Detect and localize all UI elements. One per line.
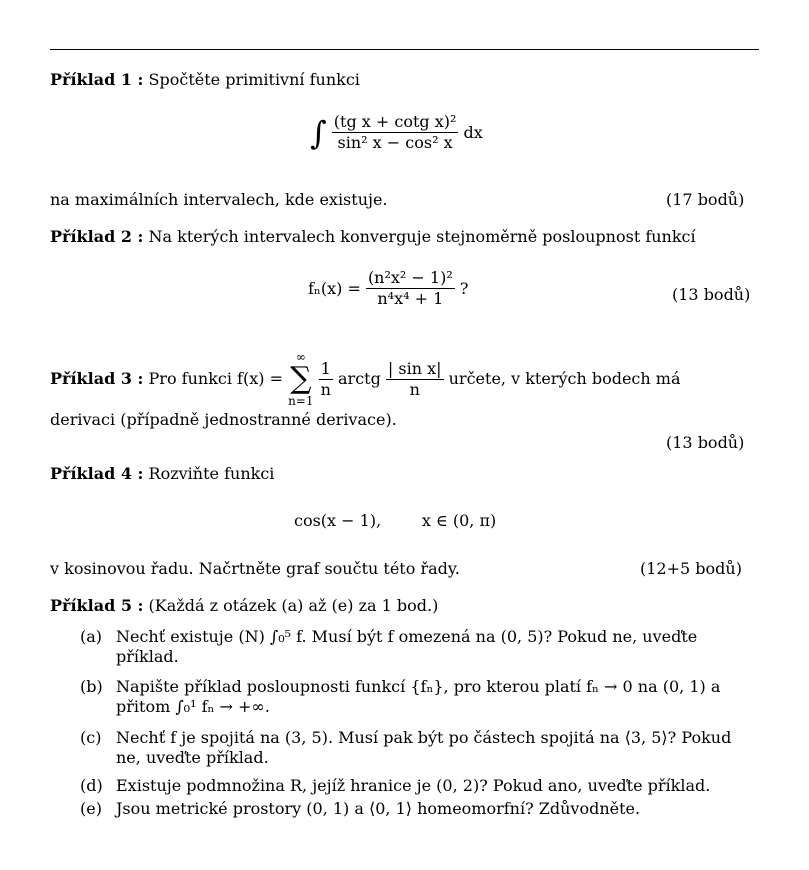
- problem-5-item-b: [80, 677, 760, 719]
- problem-4-after: v kosinovou řadu. Načrtněte graf součtu této řady.: [50, 559, 460, 578]
- sigma-icon: ∑: [290, 361, 312, 396]
- problem-3-frac2-den: n: [409, 379, 420, 399]
- problem-3-frac2-num: | sin x|: [387, 358, 442, 378]
- problem-2-question: ?: [459, 279, 469, 298]
- problem-3-text-a: Pro funkci f(x) =: [148, 369, 283, 388]
- problem-2-text: Na kterých intervalech konverguje stejnoměrně posloupnost funkcí: [148, 227, 696, 246]
- problem-4-heading: [50, 464, 759, 484]
- problem-1-label: Příklad 1 :: [50, 70, 144, 89]
- item-label: (b): [80, 677, 103, 696]
- problem-4-points: (12+5 bodů): [640, 559, 742, 578]
- problem-2-formula: [308, 268, 468, 309]
- item-text: Existuje podmnožina R, jejíž hranice je (0, 2)? Pokud ano, uveďte příklad.: [116, 776, 711, 795]
- problem-3-label: Příklad 3 :: [50, 369, 144, 388]
- problem-2-numerator: (n²x² − 1)²: [367, 268, 453, 287]
- problem-1-points: (17 bodů): [666, 190, 745, 209]
- problem-5-item-d: [80, 776, 760, 796]
- problem-5-item-c: [80, 728, 760, 770]
- item-text: Jsou metrické prostory (0, 1) a ⟨0, 1⟩ homeomorfní? Zdůvodněte.: [116, 799, 641, 818]
- problem-2-heading: [50, 227, 759, 247]
- problem-1-after: na maximálních intervalech, kde existuje.: [50, 190, 388, 209]
- problem-5-heading: [50, 596, 759, 616]
- sum-lower-limit: n=1: [288, 394, 314, 408]
- problem-1-heading: [50, 70, 759, 90]
- problem-5-item-e: [80, 799, 760, 819]
- integral-sign: ∫: [310, 113, 327, 152]
- problem-3-points: (13 bodů): [666, 433, 745, 452]
- problem-2-fraction: [366, 268, 455, 309]
- item-label: (d): [80, 776, 103, 795]
- problem-5-item-a: [80, 627, 760, 669]
- problem-2-label: Příklad 2 :: [50, 227, 144, 246]
- problem-3-fraction-2: [386, 359, 444, 400]
- problem-1-fraction: [332, 112, 459, 153]
- item-text: Nechť f je spojitá na (3, 5). Musí pak být po částech spojitá na ⟨3, 5⟩? Pokud ne, uveďte příklad.: [116, 728, 732, 767]
- item-label: (e): [80, 799, 102, 818]
- problem-4-formula: cos(x − 1), x ∈ (0, π): [294, 511, 497, 530]
- problem-1-dx: dx: [463, 123, 483, 142]
- problem-3-heading: [50, 350, 759, 408]
- problem-3-line2: derivaci (případně jednostranné derivace).: [50, 410, 397, 429]
- problem-1-denominator: sin² x − cos² x: [337, 133, 453, 152]
- problem-3-arctg: arctg: [338, 369, 381, 388]
- item-text: Nechť existuje (N) ∫₀⁵ f. Musí být f omezená na (0, 5)? Pokud ne, uveďte příklad.: [116, 627, 698, 666]
- problem-3-frac1-num: 1: [319, 359, 333, 380]
- problem-2-lhs: fₙ(x) =: [308, 279, 361, 298]
- problem-2-points: (13 bodů): [672, 285, 751, 304]
- problem-1-text: Spočtěte primitivní funkci: [148, 70, 360, 89]
- problem-1-integral: [310, 112, 483, 153]
- sum-symbol: [288, 350, 313, 408]
- problem-5-label: Příklad 5 :: [50, 596, 144, 615]
- problem-3-text-b: určete, v kterých bodech má: [448, 369, 681, 388]
- problem-4-text: Rozviňte funkci: [148, 464, 275, 483]
- sum-upper-limit: ∞: [295, 350, 306, 364]
- problem-3-fraction-1: [319, 359, 333, 400]
- problem-5-text: (Každá z otázek (a) až (e) za 1 bod.): [148, 596, 439, 615]
- problem-3-frac1-den: n: [320, 379, 331, 399]
- top-rule: [50, 49, 759, 50]
- item-label: (c): [80, 728, 102, 747]
- problem-4-label: Příklad 4 :: [50, 464, 144, 483]
- problem-1-numerator: (tg x + cotg x)²: [333, 112, 457, 131]
- item-label: (a): [80, 627, 103, 646]
- problem-2-denominator: n⁴x⁴ + 1: [377, 289, 444, 308]
- item-text: Napište příklad posloupnosti funkcí {fₙ}, pro kterou platí fₙ → 0 na (0, 1) a přitom ∫₀¹ fₙ → +∞.: [116, 677, 721, 716]
